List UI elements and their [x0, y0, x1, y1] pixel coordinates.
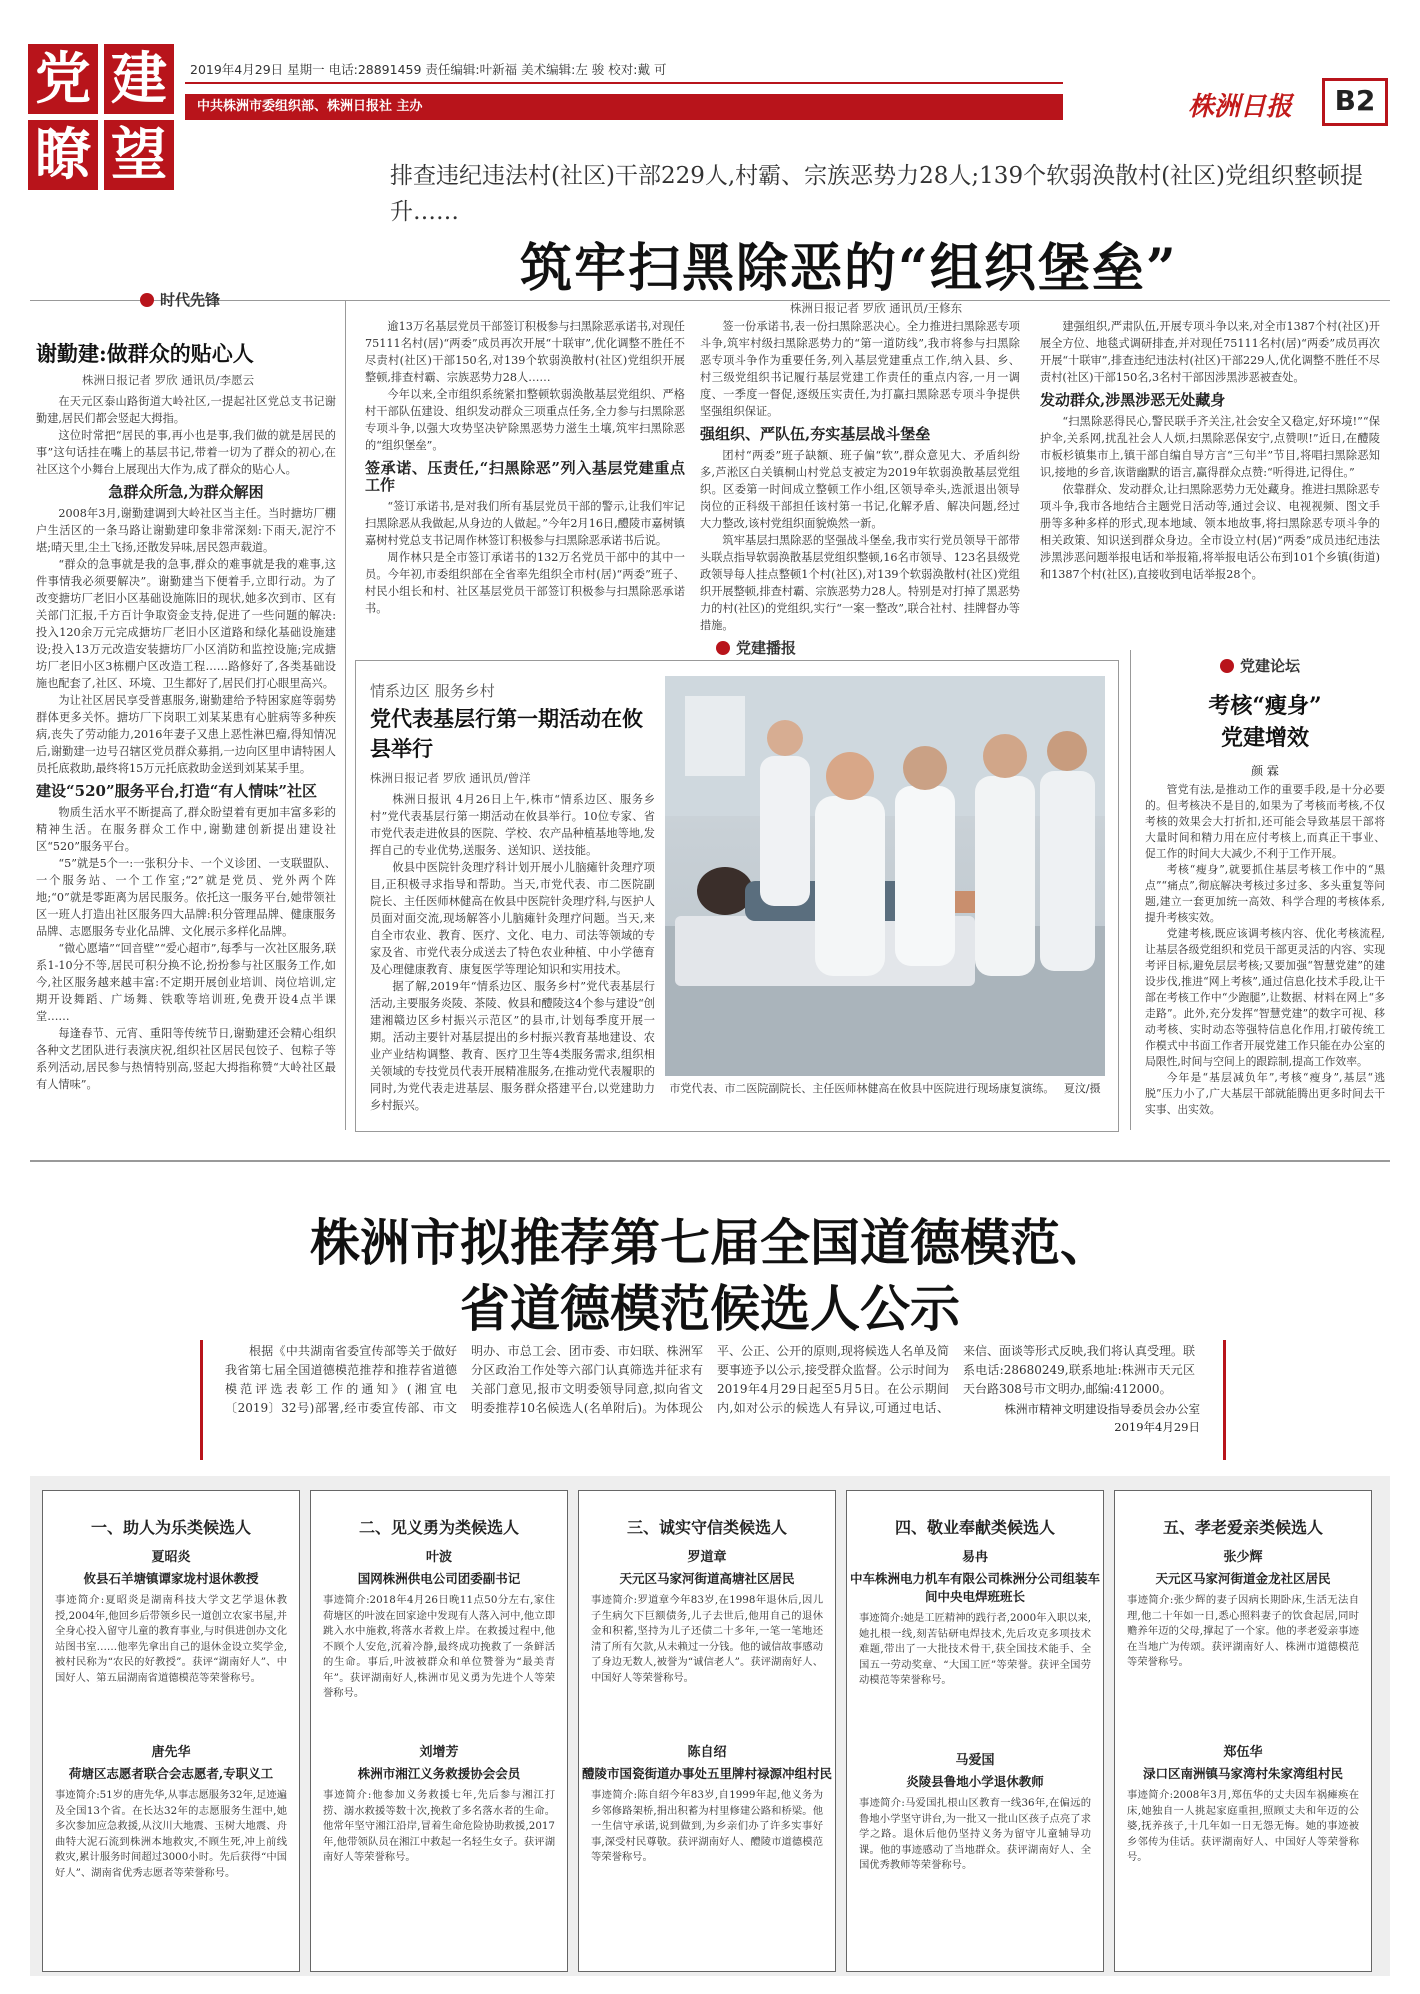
candidate-name: 郑伍华 — [1223, 1745, 1263, 1760]
candidate-box-1 — [42, 1490, 300, 1972]
lead-col-2 — [700, 318, 1020, 648]
candidate-name: 刘增芳 — [419, 1745, 459, 1760]
dateline: 2019年4月29日 星期一 电话:28891459 责任编辑:叶新福 美术编辑:左 骏 校对:戴 可 — [190, 62, 667, 77]
sidebar-title: 谢勤建:做群众的贴心人 — [36, 341, 254, 366]
paragraph: 2008年3月,谢勤建调到大岭社区当主任。当时搪坊厂棚户生活区的一条马路让谢勤建印象非常深刻:下雨天,泥泞不堪;晴天里,尘土飞扬,还散发异味,居民怨声载道。 — [36, 507, 336, 554]
subhead: 强组织、严队伍,夯实基层战斗堡垒 — [700, 425, 931, 443]
logo-char-4: 望 — [104, 120, 174, 190]
paper-name-logo: 株洲日报 — [1187, 92, 1292, 122]
photo-illustration — [665, 676, 1105, 1076]
paragraph: 今年是“基层减负年”,考核“瘦身”,基层“逃脱”压力小了,广大基层干部就能腾出更多时间去干实事、出实效。 — [1145, 1071, 1385, 1116]
candidate-title: 株洲市湘江义务救援协会会员 — [357, 1766, 521, 1781]
bullet-icon — [140, 293, 154, 307]
candidate-title: 国网株洲供电公司团委副书记 — [357, 1571, 521, 1586]
bullet-icon — [1220, 659, 1234, 673]
section-divider — [30, 1160, 1390, 1162]
candidate-bio: 事迹简介:她是工匠精神的践行者,2000年入职以来,她扎根一线,刻苦钻研电焊技术,先后攻克多项技术难题,带出了一大批技术骨干,获全国技术能手、全国五一劳动奖章、“大国工匠”等荣誉。获评全国劳动模范等荣誉称号。 — [859, 1612, 1091, 1686]
column-logo — [28, 44, 176, 192]
paragraph: 党建考核,既应该调考核内容、优化考核流程,让基层各级党组织和党员干部更灵活的内容、实现考评目标,避免层层考核;又要加强“智慧党建”的建设步伐,推进“网上考核”,通过信息化技术手段,让干部在考核工作中“少跑腿”,让数据、材料在网上“多走路”。此外,充分发挥“智慧党建”的数字可视、移动考核、实时动态等强特信息化作用,打破传统工作模式中书面工作者开展党建工作只能在办公室的局限性,时间与空间上的跟踪制,提高工作效率。 — [1145, 927, 1385, 1068]
notice-title — [140, 1210, 1280, 1342]
candidate-box-3 — [578, 1490, 836, 1972]
signature-date: 2019年4月29日 — [1114, 1420, 1200, 1434]
subhead: 发动群众,涉黑涉恶无处藏身 — [1040, 391, 1226, 409]
paragraph: 攸县中医院针灸理疗科计划开展小儿脑瘫针灸理疗项目,正积极寻求指导和帮助。当天,市党代表、市二医院副院长、主任医师林健高在攸县中医院针灸理疗科,与医护人员面对面交流,现场解答小儿脑瘫针灸理疗问题。当天,来自全市农业、教育、医疗、文化、电力、司法等领域的专家及省、市党代表分成送去了特色农业种植、中小学德育及心理健康教育、康复医学等理论知识和实用技术。 — [370, 861, 655, 976]
paragraph: 管党有法,是推动工作的重要手段,是十分必要的。但考核决不是目的,如果为了考核而考核,不仅考核的效果会大打折扣,还可能会导致基层干部将大量时间和精力用在应付考核上,而真正干事业、促工作的时间大大减少,不利于工作开展。 — [1145, 783, 1385, 860]
box-byline: 株洲日报记者 罗欣 通讯员/曾洋 — [370, 771, 531, 785]
forum-title-line: 党建增效 — [1220, 725, 1309, 751]
sidebar-body — [36, 372, 336, 1132]
logo-char-2: 建 — [104, 44, 174, 114]
candidate-bio: 事迹简介:马爱国扎根山区教育一线36年,在偏远的鲁地小学坚守讲台,为一批又一批山区孩子点亮了求学之路。退休后他仍坚持义务为留守儿童辅导功课。他的事迹感动了当地群众。获评湖南好人、全国优秀教师等荣誉称号。 — [859, 1797, 1091, 1871]
paragraph: 物质生活水平不断提高了,群众盼望着有更加丰富多彩的精神生活。在服务群众工作中,谢勤建创新提出建设社区“520”服务平台。 — [36, 806, 336, 853]
paragraph: 依靠群众、发动群众,让扫黑除恶势力无处藏身。推进扫黑除恶专项斗争,我市各地结合主题党日活动等,通过会议、电视视频、图文手册等多种多样的形式,现本地域、领本地故事,将扫黑除恶专项斗争的相关政策、知识送到群众身边。全市设立村(居)“两委”成员违纪违法涉黑涉恶问题举报电话和举报箱,将举报电话公布到101个乡镇(街道)和1387个村(社区),直接收到电话举报28个。 — [1040, 483, 1380, 581]
paragraph: 这位时常把“居民的事,再小也是事,我们做的就是居民的事”这句话挂在嘴上的基层书记,带着一切为了群众的初心,在社区这个小舞台上展现出大作为,成了群众的贴心人。 — [36, 429, 336, 476]
candidate-title: 醴陵市国瓷街道办事处五里牌村禄源冲组村民 — [581, 1766, 832, 1781]
notice-title-line: 省道德模范候选人公示 — [460, 1279, 960, 1338]
forum-title-line: 考核“瘦身” — [1208, 693, 1322, 719]
paragraph: 筑牢基层扫黑除恶的坚强战斗堡垒,我市实行党员领导干部带头联点指导软弱涣散基层党组织整顿,16名市领导、123名县级党政领导每人挂点整顿1个村(社区),对139个软弱涣散村(社区)党组织开展整顿,排查村霸、宗族恶势力28人。特别是对打掉了黑恶势力的村(社区)的党组织,实行“一案一整改”,联合社村、挂牌督办等措施。 — [700, 534, 1020, 632]
column-divider — [345, 300, 346, 1130]
paragraph: 考核“瘦身”,就要抓住基层考核工作中的“黑点”“痛点”,彻底解决考核过多过多、多头重复等问题,建立一套更加统一高效、科学合理的考核体系,提升考核实效。 — [1145, 863, 1385, 924]
candidate-name: 罗道章 — [687, 1550, 727, 1565]
lead-col-3 — [1040, 318, 1380, 648]
paragraph: “微心愿墙”“回音壁”“爱心超市”,每季与一次社区服务,联系1-10分不等,居民可积分换不论,扮扮参与社区服务工作,如今,社区服务越来越丰富:不定期开展创业培训、岗位培训,定期开设舞蹈、广场舞、铁歌等培训班,免费开设4点半课堂…… — [36, 942, 336, 1023]
candidate-title: 攸县石羊塘镇谭家垅村退休教授 — [83, 1571, 259, 1586]
paragraph: 每逢春节、元宵、重阳等传统节日,谢勤建还会精心组织各种文艺团队进行表演庆祝,组织社区居民包饺子、包粽子等系列活动,居民参与热情特别高,竖起大拇指称赞“大岭社区最有人情味”。 — [36, 1027, 336, 1091]
candidate-bio: 事迹简介:51岁的唐先华,从事志愿服务32年,足迹遍及全国13个省。在长达32年的志愿服务生涯中,她多次参加应急救援,从汶川大地震、玉树大地震、舟曲特大泥石流到株洲本地救灾,不顾生死,冲上前线救灾,累计服务时间超过3000小时。先后获得“中国好人”、湖南省优秀志愿者等荣誉称号。 — [55, 1789, 287, 1879]
paragraph: 为让社区居民享受普惠服务,谢勤建给予特困家庭等弱势群体更多关怀。搪坊厂下岗职工刘某某患有心脏病等多种疾病,丧失了劳动能力,2016年妻子又患上恶性淋巴瘤,得知情况后,谢勤建一边号召辖区党员群众募捐,一边向区里申请特困人员托底救助,最终将15万元托底救助金送到刘某某手里。 — [36, 694, 336, 775]
forum-title — [1145, 690, 1385, 754]
sidebar-byline: 株洲日报记者 罗欣 通讯员/李愿云 — [82, 373, 255, 387]
candidate-title: 天元区马家河街道金龙社区居民 — [1155, 1571, 1331, 1586]
paragraph: “签订承诺书,是对我们所有基层党员干部的警示,让我们牢记扫黑除恶从我做起,从身边的人做起。”今年2月16日,醴陵市嘉树镇嘉树村党总支书记周作林签订积极参与扫黑除恶承诺书后说。 — [365, 500, 685, 547]
section-tag-label: 党建播报 — [736, 639, 797, 657]
notice-title-line: 株洲市拟推荐第七届全国道德模范、 — [310, 1213, 1110, 1272]
box-kicker: 情系边区 服务乡村 — [370, 682, 495, 700]
candidate-bio: 事迹简介:张少辉的妻子因病长期卧床,生活无法自理,他二十年如一日,悉心照料妻子的饮食起居,同时赡养年迈的父母,撑起了一个家。他的孝老爱亲事迹在当地广为传颂。获评湖南好人、株洲市道德模范等荣誉称号。 — [1127, 1594, 1359, 1668]
candidate-bio: 事迹简介:夏昭炎是湖南科技大学文艺学退休教授,2004年,他回乡后带领乡民一道创立农家书屋,并全身心投入留守儿童的教育事业,与时俱进创办文化站图书室……他率先拿出自己的退休金设立奖学金,被村民称为“农民的好教授”。获评“湖南好人”、中国好人、第五届湖南省道德模范等荣誉称号。 — [55, 1594, 287, 1684]
paragraph: 建强组织,严肃队伍,开展专项斗争以来,对全市1387个村(社区)开展全方位、地毯式调研排查,并对现任75111名村(居)“两委”成员再次开展“十联审”,排查违纪违法村(社区)干部229人,优化调整不胜任不尽责村(社区)干部150名,3名村干部因涉黑涉恶被查处。 — [1040, 320, 1380, 384]
candidate-title: 荷塘区志愿者联合会志愿者,专职义工 — [68, 1766, 274, 1781]
candidate-bio: 事迹简介:2008年3月,郑伍华的丈夫因车祸瘫痪在床,她独自一人挑起家庭重担,照顾丈夫和年迈的公婆,抚养孩子,十几年如一日无怨无悔。她的事迹被乡邻传为佳话。获评湖南好人、中国好人等荣誉称号。 — [1127, 1789, 1359, 1863]
lead-kicker: 排查违纪违法村(社区)干部229人,村霸、宗族恶势力28人;139个软弱涣散村(社区)党组织整顿提升…… — [390, 163, 1364, 225]
candidate-name: 夏昭炎 — [151, 1550, 191, 1565]
lead-byline: 株洲日报记者 罗欣 通讯员/王修东 — [790, 301, 963, 315]
candidate-name: 易冉 — [961, 1550, 988, 1565]
paragraph: 周作林只是全市签订承诺书的132万名党员干部中的其中一员。今年初,市委组织部在全省率先组织全市村(居)“两委”班子、村民小组长和村、社区基层党员干部签订积极参与扫黑除恶承诺书。 — [365, 551, 685, 615]
header-rule — [185, 82, 1063, 84]
notice-signature — [900, 1400, 1200, 1436]
candidate-name: 陈自绍 — [687, 1745, 727, 1760]
forum-author: 颜 霖 — [1251, 764, 1279, 778]
paragraph: “5”就是5个一:一张积分卡、一个义诊团、一支联盟队、一个服务站、一个工作室;“2”就是党员、党外两个阵地;“0”就是零距离为居民服务。依托这一服务平台,她带领社区一班人打造出社区服务四大品牌:积分管理品牌、健康服务品牌、志愿服务专业化品牌、文化展示多样化品牌。 — [36, 857, 336, 938]
paragraph: “群众的急事就是我的急事,群众的难事就是我的难事,这件事情我必须要解决”。谢勤建当下便着手,立即行动。为了改变搪坊厂老旧小区基础设施陈旧的现状,她多次到市、区有关部门汇报,千方百计争取资金支持,促进了一些问题的解决:投入120余万元完成搪坊厂老旧小区道路和绿化基础设施建设;投入13万元改造安装搪坊厂小区消防和监控设施;完成搪坊厂老旧小区3栋棚户区改造工程……路修好了,各类基础设施也配套了,社区、环境、卫生都好了,居民们打心眼里高兴。 — [36, 558, 336, 690]
photo-credit: 夏汶/摄 — [1063, 1082, 1101, 1095]
paragraph: 逾13万名基层党员干部签订积极参与扫黑除恶承诺书,对现任75111名村(居)“两委”成员再次开展“十联审”,优化调整不胜任不尽责村(社区)干部150名,对139个软弱涣散村(社区)党组织开展整顿,排查村霸、宗族恶势力28人…… — [365, 320, 685, 384]
paragraph: “扫黑除恶得民心,警民联手齐关注,社会安全又稳定,好环境!”“保护伞,关系网,扰乱社会人人烦,扫黑除恶保安宁,点赞呗!”近日,在醴陵市板杉镇集市上,镇干部自编自导方言“三句半”节目,将唱扫黑除恶知识,接地的乡音,诙谐幽默的语言,赢得群众点赞:“听得进,记得住。” — [1040, 415, 1380, 479]
page-number: B2 — [1322, 78, 1388, 126]
section-tag-pioneer — [140, 288, 220, 312]
section-tag-label: 时代先锋 — [160, 291, 221, 309]
logo-char-3: 瞭 — [28, 120, 98, 190]
candidate-name: 张少辉 — [1223, 1550, 1263, 1565]
candidate-bio: 事迹简介:他参加义务救援七年,先后参与湘江打捞、溺水救援等数十次,挽救了多名落水者的生命。他常年坚守湘江沿岸,冒着生命危险协助救援,2017年,他带领队员在湘江中救起一名轻生女子。获评湖南好人等荣誉称号。 — [323, 1789, 555, 1863]
box-body — [370, 770, 655, 1120]
candidate-title: 天元区马家河街道高塘社区居民 — [619, 1571, 795, 1586]
candidate-box-5 — [1114, 1490, 1372, 1972]
candidate-category: 五、孝老爱亲类候选人 — [1162, 1518, 1323, 1537]
paragraph: 在天元区泰山路街道大岭社区,一提起社区党总支书记谢勤建,居民们都会竖起大拇指。 — [36, 395, 336, 425]
forum-body — [1145, 782, 1385, 1127]
candidate-category: 一、助人为乐类候选人 — [90, 1518, 251, 1537]
section-tag-broadcast — [710, 636, 802, 660]
logo-char-1: 党 — [28, 44, 98, 114]
lead-title: 筑牢扫黑除恶的“组织堡垒” — [520, 238, 1178, 299]
news-photo — [665, 676, 1105, 1076]
candidate-title: 渌口区南洲镇马家湾村朱家湾组村民 — [1142, 1766, 1343, 1781]
column-divider — [1130, 650, 1131, 1130]
candidate-bio: 事迹简介:罗道章今年83岁,在1998年退休后,因儿子生病欠下巨额债务,儿子去世后,他用自己的退休金和积蓄,坚持为儿子还债二十多年,一笔一笔地还清了所有欠款,从未赖过一分钱。他的诚信故事感动了身边无数人,被誉为“诚信老人”。获评湖南好人、中国好人等荣誉称号。 — [591, 1594, 823, 1684]
candidate-name: 唐先华 — [151, 1745, 191, 1760]
section-tag-label: 党建论坛 — [1240, 657, 1301, 675]
subhead: 签承诺、压责任,“扫黑除恶”列入基层党建重点工作 — [365, 459, 685, 494]
subhead: 建设“520”服务平台,打造“有人情味”社区 — [36, 782, 318, 800]
candidate-title: 炎陵县鲁地小学退休教师 — [906, 1774, 1044, 1789]
candidate-box-4 — [846, 1490, 1104, 1972]
section-tag-forum — [1220, 654, 1300, 678]
bullet-icon — [716, 641, 730, 655]
signature-org: 株洲市精神文明建设指导委员会办公室 — [1004, 1402, 1200, 1416]
subhead: 急群众所急,为群众解困 — [108, 483, 264, 501]
candidate-bio: 事迹简介:陈自绍今年83岁,自1999年起,他义务为乡邻修路架桥,捐出积蓄为村里修建公路和桥梁。他一生信守承诺,说到做到,为乡亲们办了许多实事好事,深受村民尊敬。获评湖南好人、醴陵市道德模范等荣誉称号。 — [591, 1789, 823, 1863]
box-title: 党代表基层行第一期活动在攸县举行 — [370, 706, 643, 761]
paragraph: 株洲日报讯 4月26日上午,株市“情系边区、服务乡村”党代表基层行第一期活动在攸县举行。10位专家、省市党代表走进攸县的医院、学校、农产品种植基地等地,发挥自己的专业优势,送服务、送知识、送技能。 — [370, 793, 655, 857]
candidate-category: 三、诚实守信类候选人 — [626, 1518, 787, 1537]
lead-col-1 — [365, 318, 685, 648]
candidate-category: 二、见义勇为类候选人 — [358, 1518, 519, 1537]
candidate-name: 马爱国 — [955, 1753, 995, 1768]
paragraph: 签一份承诺书,表一份扫黑除恶决心。全力推进扫黑除恶专项斗争,筑牢村级扫黑除恶势力的“第一道防线”,我市将参与扫黑除恶专项斗争作为重要任务,列入基层党建重点工作,纳入县、乡、村三级党组织书记履行基层党建工作责任的重点内容,一月一调度、一季度一督促,逐级压实责任,为打赢扫黑除恶专项斗争提供坚强组织保证。 — [700, 320, 1020, 418]
paragraph: 根据《中共湖南省委宣传部等关于做好我省第七届全国道德模范推荐和推荐省道德模范评选表彰工作的通知》(湘宣电〔2019〕32号)部署,经市委宣传部、市文明办、市总工会、团市委、市妇联、株洲军分区政治工作处等六部门认真筛选并征求有关部门意见,报市文明委领导同意,拟向省文明委推荐10名候选人(名单附后)。为体现公平、公正、公开的原则,现将候选人名单及简要事迹予以公示,接受群众监督。公示时间为2019年4月29日起至5月5日。在公示期间内,如对公示的候选人有异议,可通过电话、来信、面谈等形式反映,我们将认真受理。联系电话:28680249,联系地址:株洲市天元区天台路308号市文明办,邮编:412000。 — [225, 1344, 1195, 1415]
paragraph: 今年以来,全市组织系统紧扣整顿软弱涣散基层党组织、严格村干部队伍建设、组织发动群众三项重点任务,全力参与扫黑除恶专项斗争,以强大攻势坚决铲除黑恶势力滋生土壤,筑牢扫黑除恶的“组织堡垒”。 — [365, 388, 685, 452]
candidate-bio: 事迹简介:2018年4月26日晚11点50分左右,家住荷塘区的叶波在回家途中发现有人落入河中,他立即跳入水中施救,将落水者救上岸。在救援过程中,他不顾个人安危,沉着冷静,最终成功挽救了一条鲜活的生命。事后,叶波被群众和单位赞誉为“最美青年”。获评湖南好人,株洲市见义勇为先进个人等荣誉称号。 — [323, 1594, 555, 1699]
candidate-title: 中车株洲电力机车有限公司株洲分公司组装车间中央电焊班班长 — [849, 1571, 1100, 1604]
candidate-box-2 — [310, 1490, 568, 1972]
paragraph: 团村“两委”班子缺额、班子偏“软”,群众意见大、矛盾纠纷多,芦淞区白关镇桐山村党总支被定为2019年软弱涣散基层党组织。区委第一时间成立整顿工作小组,区领导牵头,选派退出领导岗位的正科级干部担任该村第一书记,化解矛盾、解决问题,经过大力整改,该村党组织面貌焕然一新。 — [700, 449, 1020, 530]
divider — [30, 300, 1390, 301]
candidate-category: 四、敬业奉献类候选人 — [894, 1518, 1055, 1537]
caption-text: 市党代表、市二医院副院长、主任医师林健高在攸县中医院进行现场康复演练。 — [669, 1082, 1055, 1095]
candidate-name: 叶波 — [425, 1550, 452, 1565]
photo-caption — [665, 1080, 1105, 1096]
paragraph: 据了解,2019年“情系边区、服务乡村”党代表基层行活动,主要服务炎陵、茶陵、攸县和醴陵这4个参与建设“创建湘赣边区乡村振兴示范区”的县市,计划每季度开展一期。活动主要针对基层提出的乡村振兴教育基地建设、农业产业结构调整、教育、医疗卫生等4类服务需求,组织相关领域的专技党员代表开展精准服务,在推动党代表履职的同时,为党代表走进基层、服务群众搭建平台,以党建助力乡村振兴。 — [370, 980, 655, 1112]
sponsor-bar: 中共株洲市委组织部、株洲日报社 主办 — [185, 94, 1063, 120]
